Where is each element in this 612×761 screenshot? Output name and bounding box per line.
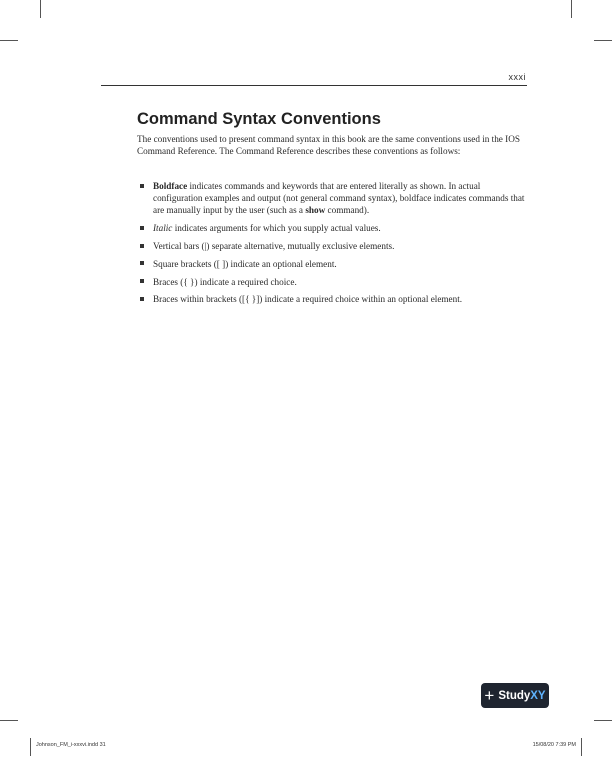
crop-mark: [40, 0, 41, 18]
crop-mark: [0, 720, 18, 721]
term-boldface: Boldface: [153, 181, 188, 191]
list-item-boldface: [137, 180, 531, 217]
watermark-study: Study: [498, 689, 531, 702]
crop-mark: [0, 40, 18, 41]
footer-filename: Johnson_FM_i-xxxvi.indd 31: [36, 742, 106, 748]
show-command: show: [305, 205, 326, 216]
conventions-list: [137, 180, 531, 311]
plus-icon: +: [484, 686, 495, 705]
bullet-square-icon: [140, 261, 144, 265]
bullet-square-icon: [140, 297, 144, 301]
list-item-text: Vertical bars (|) separate alternative, mutually exclusive elements.: [153, 241, 395, 251]
crop-mark: [594, 40, 612, 41]
list-item: [137, 293, 531, 305]
section-title: Command Syntax Conventions: [137, 110, 381, 128]
list-item: [137, 276, 531, 288]
watermark-xy: XY: [530, 689, 546, 702]
crop-mark: [581, 738, 582, 756]
intro-paragraph: The conventions used to present command syntax in this book are the same conventions used in the IOS Command Reference. The Command Reference describes these conventions as follows:: [137, 134, 520, 157]
bullet-square-icon: [140, 226, 144, 230]
crop-mark: [571, 0, 572, 18]
list-item: [137, 258, 531, 270]
list-item-italic: [137, 222, 531, 234]
boldface-description: indicates commands and keywords that are entered literally as shown. In actual configuration examples and output (not general command syntax), boldface indicates commands that are manually input by the user (such as a: [153, 181, 525, 216]
bullet-square-icon: [140, 279, 144, 283]
page-number: xxxi: [508, 72, 526, 82]
boldface-description-end: command).: [325, 205, 370, 216]
list-item: [137, 240, 531, 252]
studyxy-watermark: [481, 683, 549, 708]
footer-timestamp: 15/08/20 7:39 PM: [532, 742, 576, 748]
crop-mark: [594, 720, 612, 721]
list-item-text: Braces within brackets ([{ }]) indicate a required choice within an optional element.: [153, 294, 463, 305]
term-italic: Italic: [153, 223, 173, 234]
header-rule: [101, 85, 527, 86]
list-item-text: Braces ({ }) indicate a required choice.: [153, 276, 297, 287]
italic-description: indicates arguments for which you supply actual values.: [172, 223, 381, 234]
list-item-text: Square brackets ([ ]) indicate an optional element.: [153, 258, 337, 269]
crop-mark: [30, 738, 31, 756]
bullet-square-icon: [140, 244, 144, 248]
bullet-square-icon: [140, 184, 144, 188]
